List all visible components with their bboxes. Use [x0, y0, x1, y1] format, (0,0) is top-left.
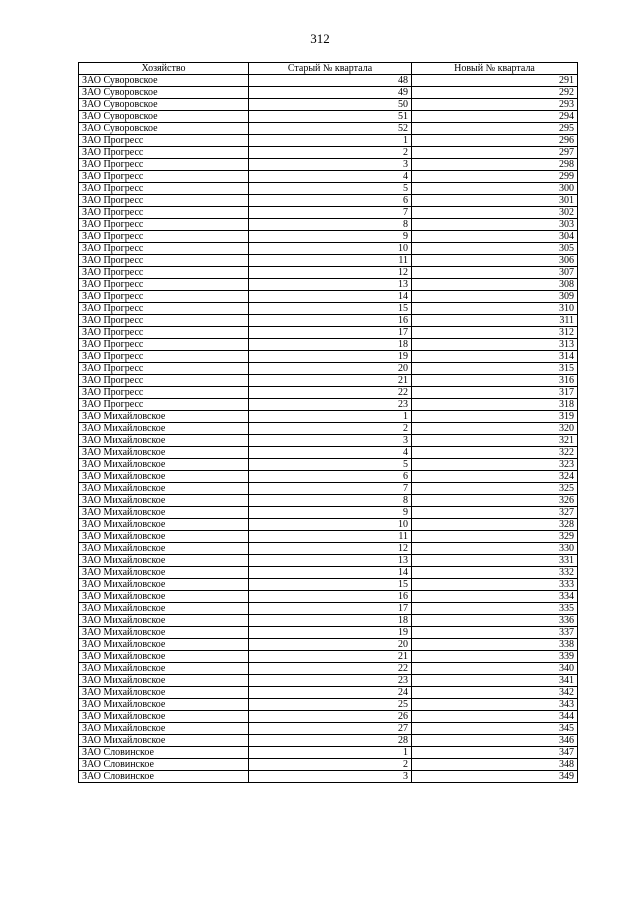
- old-quarter-cell: 16: [249, 315, 412, 327]
- farm-cell: ЗАО Михайловское: [79, 639, 249, 651]
- new-quarter-cell: 300: [412, 183, 578, 195]
- table-row: [79, 711, 578, 723]
- table-row: [79, 639, 578, 651]
- new-quarter-cell: 318: [412, 399, 578, 411]
- old-quarter-cell: 16: [249, 591, 412, 603]
- new-quarter-cell: 295: [412, 123, 578, 135]
- new-quarter-cell: 307: [412, 267, 578, 279]
- table-row: [79, 531, 578, 543]
- farm-cell: ЗАО Михайловское: [79, 519, 249, 531]
- table-row: [79, 447, 578, 459]
- old-quarter-cell: 2: [249, 147, 412, 159]
- new-quarter-cell: 343: [412, 699, 578, 711]
- old-quarter-cell: 8: [249, 495, 412, 507]
- table-row: [79, 591, 578, 603]
- table-row: [79, 495, 578, 507]
- new-quarter-cell: 330: [412, 543, 578, 555]
- farm-cell: ЗАО Михайловское: [79, 591, 249, 603]
- farm-cell: ЗАО Прогресс: [79, 255, 249, 267]
- new-quarter-cell: 344: [412, 711, 578, 723]
- new-quarter-cell: 296: [412, 135, 578, 147]
- table-row: [79, 207, 578, 219]
- farm-cell: ЗАО Михайловское: [79, 627, 249, 639]
- header-farm: Хозяйство: [79, 63, 249, 75]
- page-number: 312: [310, 31, 330, 46]
- old-quarter-cell: 48: [249, 75, 412, 87]
- table-row: [79, 627, 578, 639]
- farm-cell: ЗАО Прогресс: [79, 171, 249, 183]
- old-quarter-cell: 2: [249, 423, 412, 435]
- farm-cell: ЗАО Прогресс: [79, 135, 249, 147]
- table-row: [79, 411, 578, 423]
- new-quarter-cell: 298: [412, 159, 578, 171]
- new-quarter-cell: 328: [412, 519, 578, 531]
- new-quarter-cell: 347: [412, 747, 578, 759]
- new-quarter-cell: 305: [412, 243, 578, 255]
- new-quarter-cell: 335: [412, 603, 578, 615]
- table-row: [79, 279, 578, 291]
- old-quarter-cell: 12: [249, 267, 412, 279]
- old-quarter-cell: 18: [249, 339, 412, 351]
- old-quarter-cell: 10: [249, 519, 412, 531]
- old-quarter-cell: 20: [249, 363, 412, 375]
- old-quarter-cell: 5: [249, 183, 412, 195]
- new-quarter-cell: 325: [412, 483, 578, 495]
- old-quarter-cell: 4: [249, 447, 412, 459]
- table-row: [79, 267, 578, 279]
- table-row: [79, 147, 578, 159]
- new-quarter-cell: 308: [412, 279, 578, 291]
- table-row: [79, 471, 578, 483]
- old-quarter-cell: 11: [249, 531, 412, 543]
- table-row: [79, 651, 578, 663]
- old-quarter-cell: 21: [249, 375, 412, 387]
- table-row: [79, 759, 578, 771]
- old-quarter-cell: 5: [249, 459, 412, 471]
- old-quarter-cell: 15: [249, 579, 412, 591]
- new-quarter-cell: 310: [412, 303, 578, 315]
- new-quarter-cell: 322: [412, 447, 578, 459]
- farm-cell: ЗАО Михайловское: [79, 555, 249, 567]
- old-quarter-cell: 50: [249, 99, 412, 111]
- farm-cell: ЗАО Прогресс: [79, 363, 249, 375]
- table-row: [79, 699, 578, 711]
- farm-cell: ЗАО Прогресс: [79, 351, 249, 363]
- new-quarter-cell: 306: [412, 255, 578, 267]
- table-row: [79, 663, 578, 675]
- new-quarter-cell: 294: [412, 111, 578, 123]
- old-quarter-cell: 13: [249, 279, 412, 291]
- new-quarter-cell: 299: [412, 171, 578, 183]
- farm-cell: ЗАО Прогресс: [79, 147, 249, 159]
- old-quarter-cell: 21: [249, 651, 412, 663]
- table-row: [79, 375, 578, 387]
- farm-cell: ЗАО Прогресс: [79, 399, 249, 411]
- new-quarter-cell: 338: [412, 639, 578, 651]
- table-row: [79, 723, 578, 735]
- old-quarter-cell: 13: [249, 555, 412, 567]
- farm-cell: ЗАО Прогресс: [79, 195, 249, 207]
- new-quarter-cell: 291: [412, 75, 578, 87]
- farm-cell: ЗАО Михайловское: [79, 423, 249, 435]
- new-quarter-cell: 297: [412, 147, 578, 159]
- new-quarter-cell: 333: [412, 579, 578, 591]
- farm-cell: ЗАО Михайловское: [79, 507, 249, 519]
- new-quarter-cell: 317: [412, 387, 578, 399]
- table-row: [79, 291, 578, 303]
- old-quarter-cell: 51: [249, 111, 412, 123]
- old-quarter-cell: 26: [249, 711, 412, 723]
- new-quarter-cell: 313: [412, 339, 578, 351]
- farm-cell: ЗАО Прогресс: [79, 303, 249, 315]
- table-row: [79, 255, 578, 267]
- farm-cell: ЗАО Михайловское: [79, 699, 249, 711]
- table-row: [79, 519, 578, 531]
- farm-cell: ЗАО Михайловское: [79, 435, 249, 447]
- new-quarter-cell: 339: [412, 651, 578, 663]
- new-quarter-cell: 321: [412, 435, 578, 447]
- farm-cell: ЗАО Прогресс: [79, 291, 249, 303]
- farm-cell: ЗАО Михайловское: [79, 483, 249, 495]
- old-quarter-cell: 10: [249, 243, 412, 255]
- new-quarter-cell: 329: [412, 531, 578, 543]
- new-quarter-cell: 312: [412, 327, 578, 339]
- table-row: [79, 327, 578, 339]
- farm-cell: ЗАО Прогресс: [79, 207, 249, 219]
- old-quarter-cell: 27: [249, 723, 412, 735]
- farm-cell: ЗАО Суворовское: [79, 99, 249, 111]
- old-quarter-cell: 17: [249, 603, 412, 615]
- new-quarter-cell: 340: [412, 663, 578, 675]
- old-quarter-cell: 23: [249, 399, 412, 411]
- new-quarter-cell: 332: [412, 567, 578, 579]
- new-quarter-cell: 314: [412, 351, 578, 363]
- farm-cell: ЗАО Суворовское: [79, 87, 249, 99]
- farm-cell: ЗАО Суворовское: [79, 111, 249, 123]
- farm-cell: ЗАО Михайловское: [79, 531, 249, 543]
- table-row: [79, 675, 578, 687]
- table-row: [79, 387, 578, 399]
- table-row: [79, 543, 578, 555]
- farm-cell: ЗАО Михайловское: [79, 495, 249, 507]
- table-row: [79, 351, 578, 363]
- table-row: [79, 87, 578, 99]
- table-row: [79, 483, 578, 495]
- table-body: [79, 75, 578, 783]
- new-quarter-cell: 323: [412, 459, 578, 471]
- table-row: [79, 771, 578, 783]
- old-quarter-cell: 49: [249, 87, 412, 99]
- old-quarter-cell: 1: [249, 747, 412, 759]
- old-quarter-cell: 4: [249, 171, 412, 183]
- new-quarter-cell: 309: [412, 291, 578, 303]
- old-quarter-cell: 3: [249, 771, 412, 783]
- farm-cell: ЗАО Михайловское: [79, 447, 249, 459]
- farm-cell: ЗАО Прогресс: [79, 243, 249, 255]
- new-quarter-cell: 292: [412, 87, 578, 99]
- table-row: [79, 75, 578, 87]
- farm-cell: ЗАО Суворовское: [79, 123, 249, 135]
- farm-cell: ЗАО Прогресс: [79, 183, 249, 195]
- quarter-renumbering-table: [78, 62, 578, 783]
- farm-cell: ЗАО Прогресс: [79, 279, 249, 291]
- table-row: [79, 363, 578, 375]
- farm-cell: ЗАО Прогресс: [79, 159, 249, 171]
- new-quarter-cell: 349: [412, 771, 578, 783]
- table-row: [79, 603, 578, 615]
- new-quarter-cell: 293: [412, 99, 578, 111]
- old-quarter-cell: 1: [249, 411, 412, 423]
- new-quarter-cell: 326: [412, 495, 578, 507]
- table-row: [79, 195, 578, 207]
- table-row: [79, 687, 578, 699]
- farm-cell: ЗАО Михайловское: [79, 651, 249, 663]
- old-quarter-cell: 19: [249, 627, 412, 639]
- table-row: [79, 339, 578, 351]
- new-quarter-cell: 320: [412, 423, 578, 435]
- table-row: [79, 507, 578, 519]
- header-old-quarter: Старый № квартала: [249, 63, 412, 75]
- new-quarter-cell: 301: [412, 195, 578, 207]
- table-row: [79, 579, 578, 591]
- table-row: [79, 243, 578, 255]
- old-quarter-cell: 7: [249, 483, 412, 495]
- old-quarter-cell: 1: [249, 135, 412, 147]
- new-quarter-cell: 334: [412, 591, 578, 603]
- old-quarter-cell: 12: [249, 543, 412, 555]
- table-row: [79, 99, 578, 111]
- table-row: [79, 459, 578, 471]
- farm-cell: ЗАО Прогресс: [79, 231, 249, 243]
- farm-cell: ЗАО Прогресс: [79, 315, 249, 327]
- new-quarter-cell: 348: [412, 759, 578, 771]
- new-quarter-cell: 324: [412, 471, 578, 483]
- farm-cell: ЗАО Михайловское: [79, 471, 249, 483]
- table-row: [79, 735, 578, 747]
- farm-cell: ЗАО Прогресс: [79, 387, 249, 399]
- new-quarter-cell: 311: [412, 315, 578, 327]
- new-quarter-cell: 319: [412, 411, 578, 423]
- old-quarter-cell: 18: [249, 615, 412, 627]
- old-quarter-cell: 14: [249, 291, 412, 303]
- farm-cell: ЗАО Прогресс: [79, 339, 249, 351]
- header-new-quarter: Новый № квартала: [412, 63, 578, 75]
- old-quarter-cell: 2: [249, 759, 412, 771]
- old-quarter-cell: 17: [249, 327, 412, 339]
- table-row: [79, 615, 578, 627]
- old-quarter-cell: 9: [249, 231, 412, 243]
- farm-cell: ЗАО Михайловское: [79, 579, 249, 591]
- farm-cell: ЗАО Михайловское: [79, 687, 249, 699]
- new-quarter-cell: 327: [412, 507, 578, 519]
- farm-cell: ЗАО Прогресс: [79, 219, 249, 231]
- old-quarter-cell: 22: [249, 387, 412, 399]
- old-quarter-cell: 9: [249, 507, 412, 519]
- new-quarter-cell: 342: [412, 687, 578, 699]
- farm-cell: ЗАО Словинское: [79, 771, 249, 783]
- table-row: [79, 315, 578, 327]
- farm-cell: ЗАО Михайловское: [79, 723, 249, 735]
- farm-cell: ЗАО Словинское: [79, 747, 249, 759]
- farm-cell: ЗАО Михайловское: [79, 675, 249, 687]
- farm-cell: ЗАО Михайловское: [79, 615, 249, 627]
- new-quarter-cell: 316: [412, 375, 578, 387]
- old-quarter-cell: 7: [249, 207, 412, 219]
- farm-cell: ЗАО Суворовское: [79, 75, 249, 87]
- table-header-row: [79, 63, 578, 75]
- table-row: [79, 555, 578, 567]
- table-row: [79, 159, 578, 171]
- table-row: [79, 435, 578, 447]
- table-row: [79, 303, 578, 315]
- farm-cell: ЗАО Михайловское: [79, 603, 249, 615]
- new-quarter-cell: 336: [412, 615, 578, 627]
- old-quarter-cell: 8: [249, 219, 412, 231]
- old-quarter-cell: 24: [249, 687, 412, 699]
- old-quarter-cell: 3: [249, 435, 412, 447]
- farm-cell: ЗАО Прогресс: [79, 267, 249, 279]
- table-row: [79, 231, 578, 243]
- table-row: [79, 423, 578, 435]
- new-quarter-cell: 341: [412, 675, 578, 687]
- old-quarter-cell: 20: [249, 639, 412, 651]
- old-quarter-cell: 15: [249, 303, 412, 315]
- old-quarter-cell: 6: [249, 195, 412, 207]
- table-row: [79, 567, 578, 579]
- new-quarter-cell: 304: [412, 231, 578, 243]
- table-row: [79, 171, 578, 183]
- new-quarter-cell: 302: [412, 207, 578, 219]
- new-quarter-cell: 346: [412, 735, 578, 747]
- farm-cell: ЗАО Михайловское: [79, 543, 249, 555]
- old-quarter-cell: 22: [249, 663, 412, 675]
- farm-cell: ЗАО Прогресс: [79, 327, 249, 339]
- farm-cell: ЗАО Михайловское: [79, 459, 249, 471]
- old-quarter-cell: 6: [249, 471, 412, 483]
- farm-cell: ЗАО Прогресс: [79, 375, 249, 387]
- new-quarter-cell: 337: [412, 627, 578, 639]
- farm-cell: ЗАО Михайловское: [79, 711, 249, 723]
- old-quarter-cell: 14: [249, 567, 412, 579]
- old-quarter-cell: 3: [249, 159, 412, 171]
- new-quarter-cell: 315: [412, 363, 578, 375]
- old-quarter-cell: 28: [249, 735, 412, 747]
- farm-cell: ЗАО Михайловское: [79, 411, 249, 423]
- old-quarter-cell: 23: [249, 675, 412, 687]
- new-quarter-cell: 303: [412, 219, 578, 231]
- farm-cell: ЗАО Михайловское: [79, 567, 249, 579]
- old-quarter-cell: 19: [249, 351, 412, 363]
- table-row: [79, 219, 578, 231]
- old-quarter-cell: 52: [249, 123, 412, 135]
- farm-cell: ЗАО Михайловское: [79, 735, 249, 747]
- farm-cell: ЗАО Михайловское: [79, 663, 249, 675]
- old-quarter-cell: 11: [249, 255, 412, 267]
- new-quarter-cell: 331: [412, 555, 578, 567]
- new-quarter-cell: 345: [412, 723, 578, 735]
- farm-cell: ЗАО Словинское: [79, 759, 249, 771]
- table-row: [79, 399, 578, 411]
- table-row: [79, 123, 578, 135]
- table-row: [79, 111, 578, 123]
- table-row: [79, 747, 578, 759]
- table-row: [79, 135, 578, 147]
- old-quarter-cell: 25: [249, 699, 412, 711]
- table-row: [79, 183, 578, 195]
